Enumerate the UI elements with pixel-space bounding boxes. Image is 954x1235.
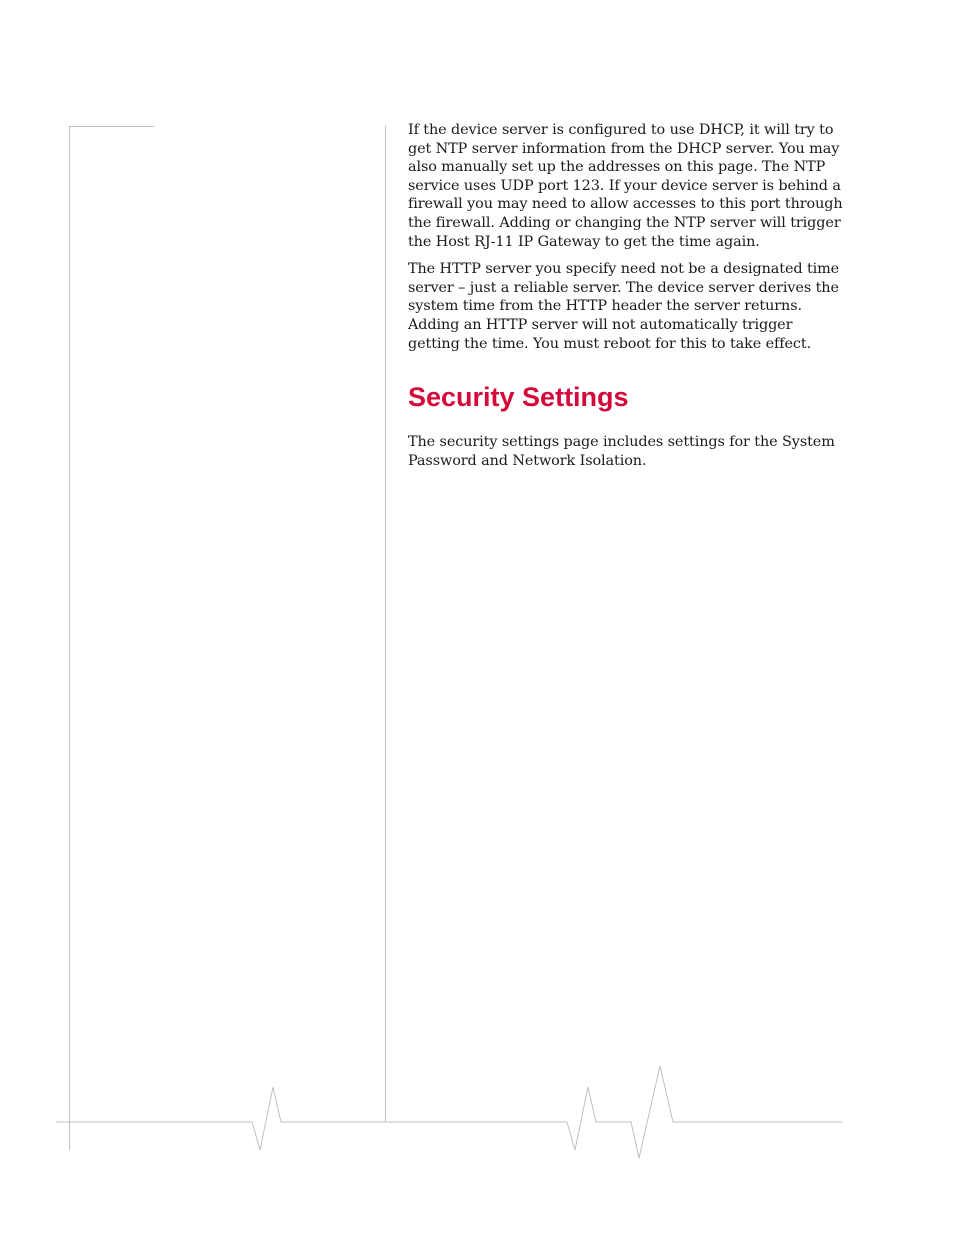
http-paragraph: The HTTP server you specify need not be a designated time server – just a reliable server. The device server derives the system time from the HTTP header the server returns. Adding an HTTP server will not automatically trigger getting the time. You must reboot for this to take effect. bbox=[408, 261, 840, 352]
bottom-wave-rule-left bbox=[56, 1087, 567, 1150]
main-text-column bbox=[408, 121, 844, 479]
section-heading: Security Settings bbox=[408, 382, 629, 413]
ntp-paragraph: If the device server is configured to use DHCP, it will try to get NTP server information from the DHCP server. You may also manually set up the addresses on this page. The NTP service uses UDP port 123. If your device server is behind a firewall you may need to allow accesses to this port through the firewall. Adding or changing the NTP server will trigger the Host RJ-11 IP Gateway to get the time again. bbox=[408, 122, 843, 250]
section-intro-paragraph: The security settings page includes settings for the System Password and Network Isolation. bbox=[408, 434, 835, 469]
bottom-wave-rule-right bbox=[567, 1066, 842, 1158]
